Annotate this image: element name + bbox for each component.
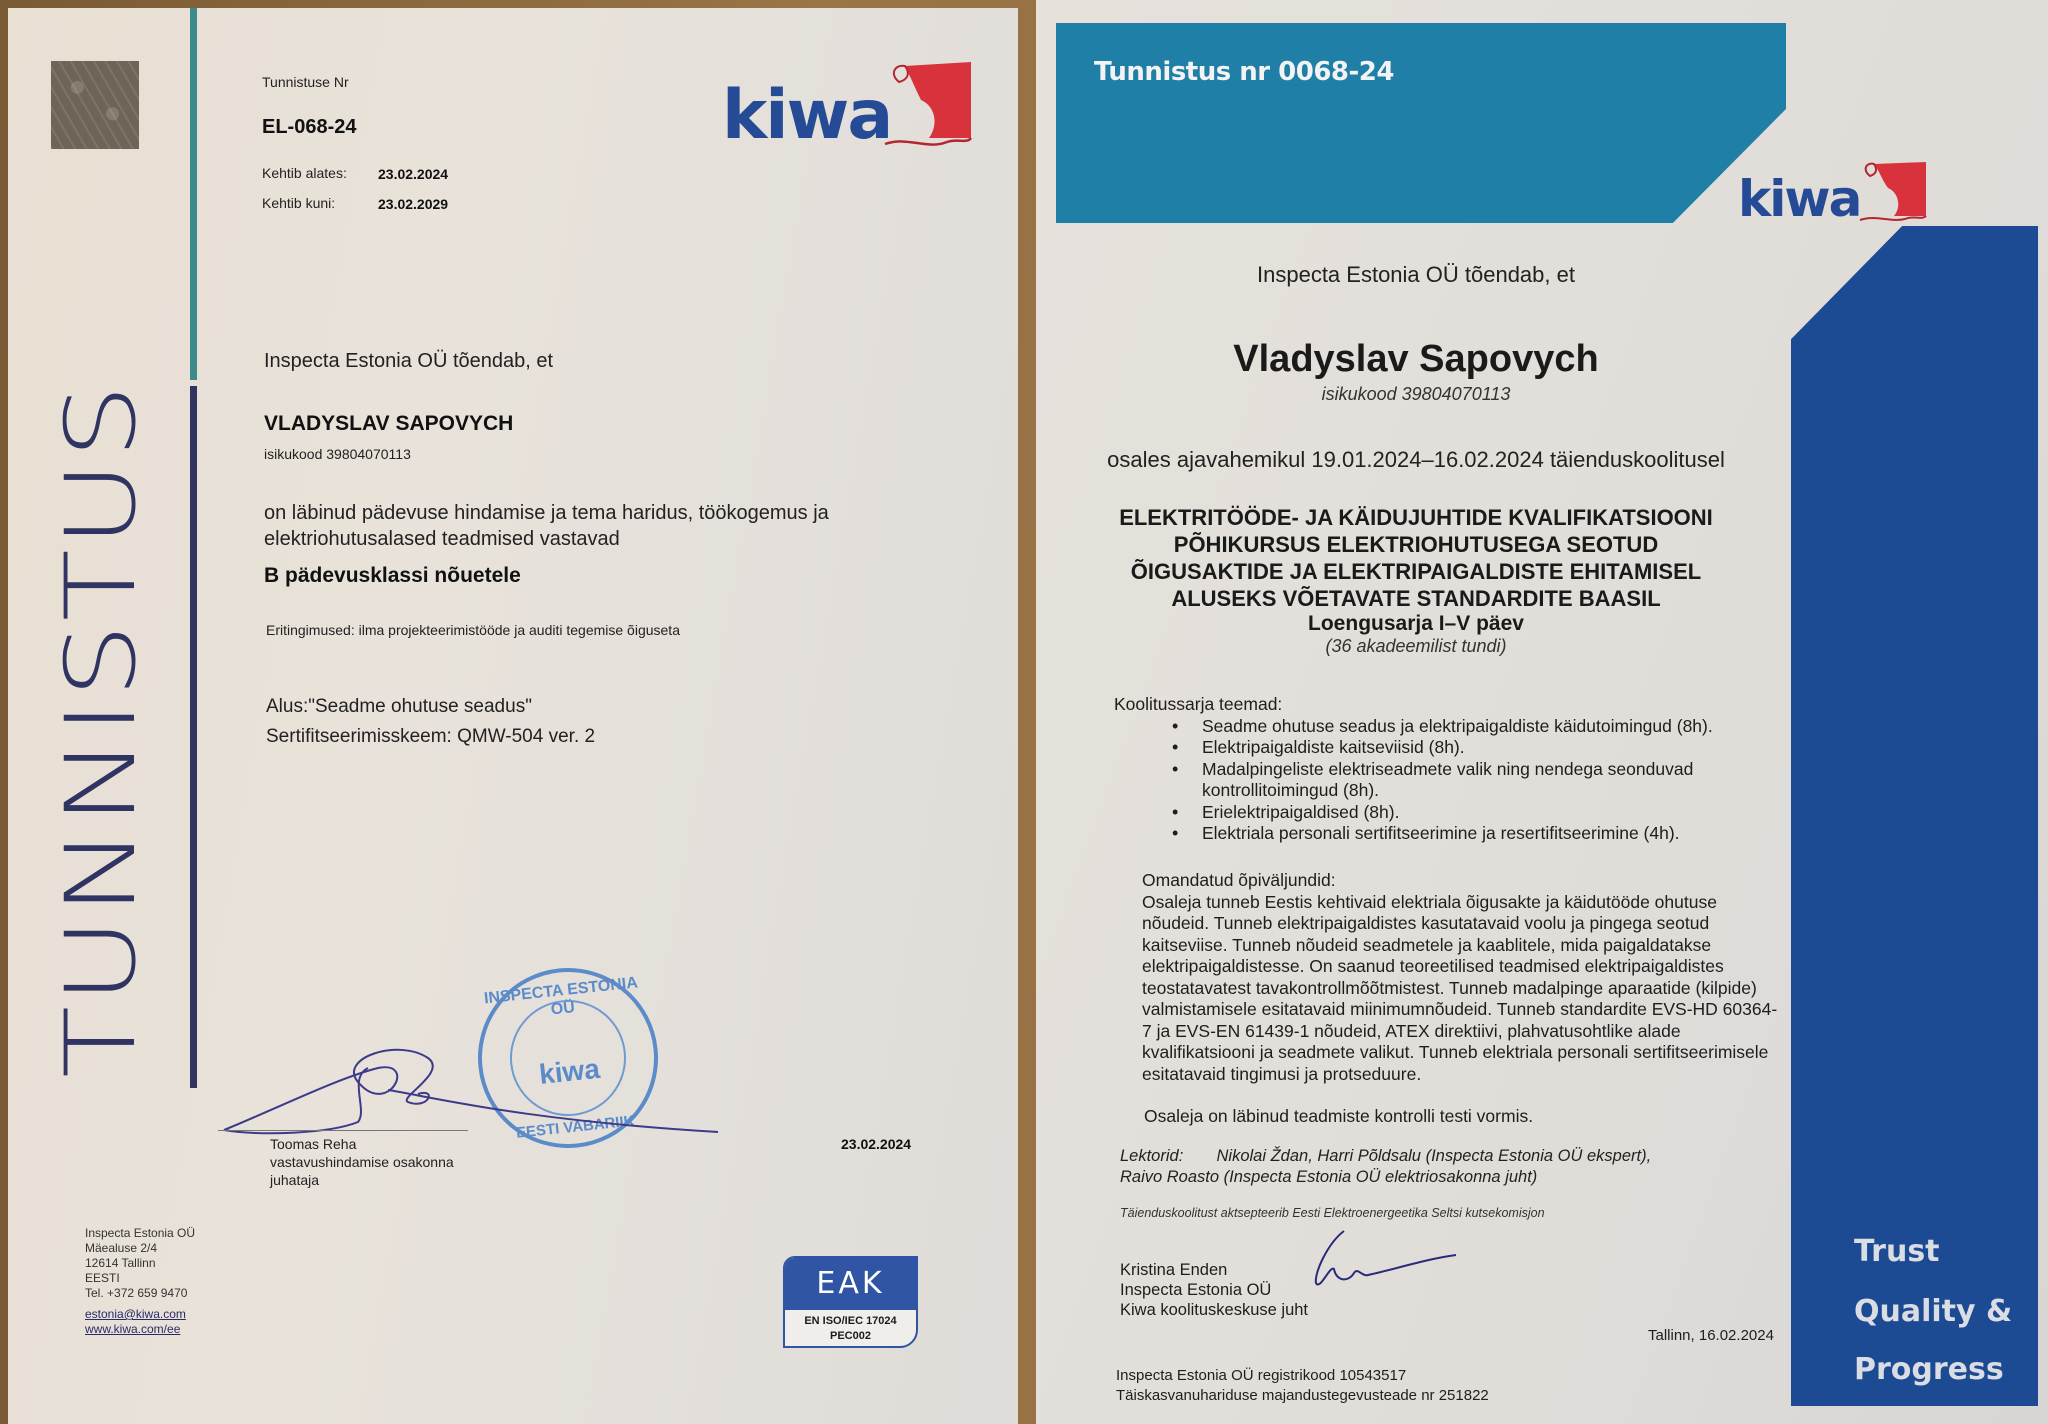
outcomes-section — [1142, 870, 1782, 1085]
competence-requirement: B pädevusklassi nõuetele — [264, 564, 521, 587]
course-hours: (36 akadeemilist tundi) — [1325, 636, 1507, 656]
footer-country: EESTI — [85, 1271, 120, 1285]
signature-line — [218, 1130, 468, 1131]
footer-phone: Tel. +372 659 9470 — [85, 1286, 188, 1300]
kiwa-wordmark: kiwa — [722, 76, 892, 155]
signature-toomas-reha-icon — [218, 1038, 718, 1138]
kiwa-wordmark-right: kiwa — [1738, 170, 1861, 228]
acceptance-note: Täienduskoolitust aktsepteerib Eesti Elektroenergeetika Seltsi kutsekomisjon — [1120, 1206, 1545, 1220]
footer-company: Inspecta Estonia OÜ — [85, 1226, 196, 1240]
valid-until-date: 23.02.2029 — [378, 196, 449, 212]
course-title — [1046, 504, 1786, 657]
left-certificate-page — [8, 8, 1018, 1424]
vertical-divider-navy — [190, 386, 197, 1088]
topic-item: • Elektriala personali sertifitseerimine ja resertifitseerimine (4h). — [1114, 823, 1754, 845]
topic-item: • Seadme ohutuse seadus ja elektripaigaldiste käidutoimingud (8h). — [1114, 716, 1754, 738]
stamp-top-text: INSPECTA ESTONIA OÜ — [483, 974, 639, 1019]
course-title-line-4: ALUSEKS VÕETAVATE STANDARDITE BAASIL — [1171, 586, 1661, 611]
tagline-trust: Trust — [1854, 1234, 1940, 1269]
place-date: Tallinn, 16.02.2024 — [1648, 1327, 1774, 1344]
statement-line-1: on läbinud pädevuse hindamise ja tema haridus, töökogemus ja — [264, 502, 829, 524]
kiwa-logo — [722, 58, 972, 155]
course-title-line-2: PÕHIKURSUS ELEKTRIOHUTUSEGA SEOTUD — [1173, 532, 1659, 557]
side-band — [1791, 226, 2038, 1406]
legal-basis: Alus:"Seadme ohutuse seadus" — [266, 696, 532, 717]
kiwa-logo-right — [1738, 158, 1928, 228]
kiwa-beaver-icon — [877, 58, 972, 150]
eak-code: PEC002 — [830, 1330, 871, 1342]
footer-city: 12614 Tallinn — [85, 1256, 156, 1270]
footer-street: Mäealuse 2/4 — [85, 1241, 158, 1255]
signature-kristina-enden-icon — [1306, 1225, 1466, 1295]
signer-name-right: Kristina Enden — [1120, 1261, 1228, 1279]
footer-right — [1116, 1366, 1489, 1406]
footer-email-link[interactable]: estonia@kiwa.com — [85, 1307, 186, 1321]
topics-heading: Koolitussarja teemad: — [1114, 694, 1283, 714]
signer-title-right: Kiwa koolituskeskuse juht — [1120, 1301, 1309, 1319]
course-title-line-1: ELEKTRITÖÖDE- JA KÄIDUJUHTIDE KVALIFIKATSIOONI — [1119, 505, 1713, 530]
cert-number-label: Tunnistuse Nr — [262, 74, 349, 90]
holder-id-right: isikukood 39804070113 — [1321, 384, 1511, 404]
issue-date: 23.02.2024 — [841, 1136, 912, 1152]
signer-title-line-1: vastavushindamise osakonna — [270, 1154, 454, 1170]
holder-name-right: Vladyslav Sapovych — [1233, 338, 1599, 380]
signer-company-right: Inspecta Estonia OÜ — [1120, 1281, 1272, 1299]
vertical-title: TUNNISTUS — [44, 381, 158, 1078]
statement-line-2: elektriohutusalased teadmised vastavad — [264, 528, 620, 550]
valid-from-date: 23.02.2024 — [378, 166, 449, 182]
certification-scheme: Sertifitseerimisskeem: QMW-504 ver. 2 — [266, 726, 596, 747]
security-pattern-seal — [51, 61, 139, 149]
test-statement: Osaleja on läbinud teadmiste kontrolli testi vormis. — [1144, 1106, 1534, 1126]
holder-name: VLADYSLAV SAPOVYCH — [264, 412, 514, 435]
footer-registry: Inspecta Estonia OÜ registrikood 10543517 — [1116, 1367, 1407, 1384]
stamp-center-text: kiwa — [537, 1052, 602, 1091]
eak-title: EAK — [785, 1258, 916, 1310]
eak-accreditation-badge — [783, 1256, 918, 1348]
signer-block-right — [1120, 1260, 1308, 1320]
footer-education-license: Täiskasvanuhariduse majandustegevusteade nr 251822 — [1116, 1387, 1489, 1404]
banner-title: Tunnistus nr 0068-24 — [1094, 57, 1394, 87]
stamp-bottom-text: EESTI VABARIIK — [515, 1112, 636, 1142]
header-banner — [1056, 23, 1786, 223]
right-certificate-page — [1036, 0, 2048, 1424]
lecturers-line-2: Raivo Roasto (Inspecta Estonia OÜ elektriosakonna juht) — [1120, 1168, 1538, 1186]
topic-item: • Madalpingeliste elektriseadmete valik ning nendega seonduvad kontrollitoimingud (8h). — [1114, 759, 1754, 802]
tagline-quality: Quality & — [1854, 1294, 2013, 1329]
topics-list — [1114, 716, 1754, 845]
valid-from-label: Kehtib alates: — [262, 165, 347, 181]
tagline-progress: Progress — [1854, 1352, 2004, 1387]
topic-item: • Elektripaigaldiste kaitseviisid (8h). — [1114, 737, 1754, 759]
outcomes-heading: Omandatud õpiväljundid: — [1142, 870, 1336, 890]
intro-text-right: Inspecta Estonia OÜ tõendab, et — [1257, 262, 1575, 287]
intro-text: Inspecta Estonia OÜ tõendab, et — [264, 350, 554, 372]
outcomes-text: Osaleja tunneb Eestis kehtivaid elektriala õigusakte ja käidutööde ohutuse nõudeid. Tunneb elektripaigaldistes kasutatavaid voolu ja pingega seotud kaitseviise. Tunneb nõudeid seadmetele ja kaablitele, mida paigaldatakse elektripaigaldistesse. On saanud teoreetilised teadmised elektripaigaldistes teostatavatest tavakontrollmõõtmistest. Tunneb madalpinge aparaatide (kilpide) valmistamisele esitatavaid miinimumnõudeid. Tunneb standardite EVS-HD 60364-7 ja EVS-EN 61439-1 nõudeid, ATEX direktiivi, plahvatusohtlike alade kvalifikatsiooni ja seadmete valikut. Tunneb elektriala personali sertifitseerimisele esitatavaid tingimusi ja protseduure. — [1142, 891, 1778, 1084]
signer-name: Toomas Reha — [270, 1136, 357, 1152]
lecturers-label: Lektorid: — [1120, 1147, 1184, 1165]
topics-section — [1114, 694, 1754, 845]
special-conditions: Eritingimused: ilma projekteerimistööde ja auditi tegemise õiguseta — [266, 622, 680, 638]
signer-title-line-2: juhataja — [270, 1172, 320, 1188]
company-footer — [85, 1226, 195, 1337]
lecturers-line-1: Nikolai Ždan, Harri Põldsalu (Inspecta Estonia OÜ ekspert), — [1216, 1147, 1652, 1165]
topic-item: • Erielektripaigaldised (8h). — [1114, 802, 1754, 824]
valid-until-label: Kehtib kuni: — [262, 195, 336, 211]
course-period: osales ajavahemikul 19.01.2024–16.02.2024 täienduskoolitusel — [1107, 447, 1725, 472]
vertical-divider-teal — [190, 8, 197, 380]
eak-standard: EN ISO/IEC 17024 — [804, 1315, 897, 1327]
lecturers-block — [1120, 1146, 1651, 1188]
course-days: Loengusarja I–V päev — [1308, 612, 1524, 635]
holder-id: isikukood 39804070113 — [264, 446, 411, 462]
course-title-line-3: ÕIGUSAKTIDE JA ELEKTRIPAIGALDISTE EHITAMISEL — [1130, 559, 1702, 584]
kiwa-beaver-icon-right — [1854, 158, 1928, 224]
cert-number: EL-068-24 — [262, 116, 357, 138]
footer-website-link[interactable]: www.kiwa.com/ee — [85, 1322, 181, 1336]
